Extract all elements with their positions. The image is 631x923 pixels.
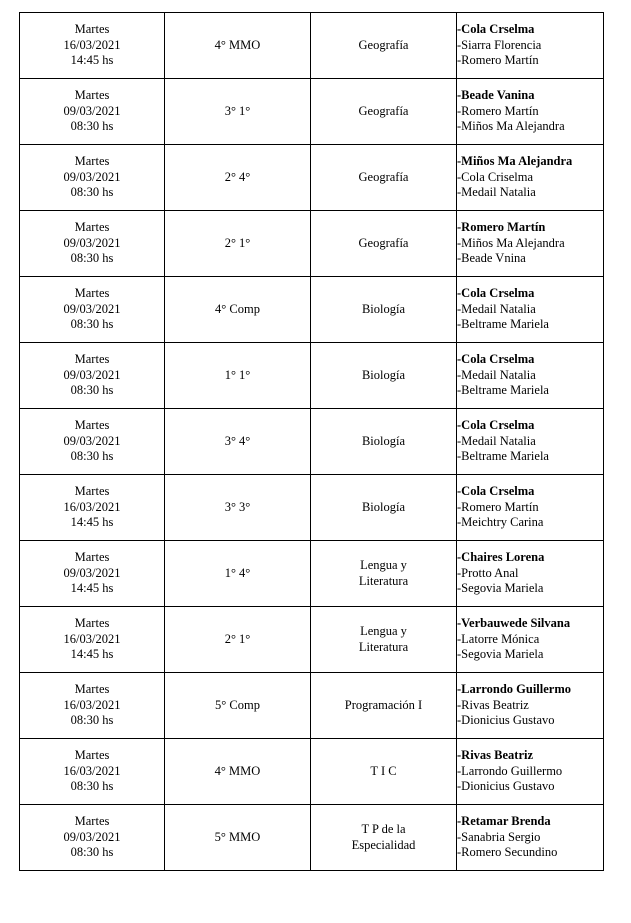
subject-label: Geografía [358, 169, 409, 184]
course-label: 2° 4° [224, 169, 251, 184]
exam-date: 09/03/2021 [63, 367, 121, 382]
subject-label: T P de la [361, 822, 406, 836]
exam-day: Martes [74, 418, 110, 433]
subject-cell [311, 541, 457, 607]
date-cell [20, 145, 165, 211]
examiners-cell [457, 79, 604, 145]
schedule-body [20, 13, 604, 871]
course-cell [165, 673, 311, 739]
date-cell [20, 475, 165, 541]
exam-time: 08:30 hs [70, 845, 114, 860]
course-label: 5° Comp [215, 697, 260, 712]
examiners-cell [457, 13, 604, 79]
examiner-member: -Miños Ma Alejandra [457, 235, 565, 250]
examiner-member: -Romero Martín [457, 499, 539, 514]
examiner-president: -Chaires Lorena [457, 550, 545, 565]
examiner-president: -Cola Crselma [457, 352, 535, 367]
date-cell [20, 211, 165, 277]
course-label: 5° MMO [214, 829, 261, 844]
examiner-member: -Protto Anal [457, 565, 519, 580]
table-row [20, 79, 604, 145]
examiner-member: -Larrondo Guillermo [457, 763, 563, 778]
examiner-member: -Sanabria Sergio [457, 829, 541, 844]
subject-label: Programación I [344, 697, 423, 712]
exam-schedule-table [19, 12, 604, 871]
subject-cell [311, 475, 457, 541]
examiner-president: -Miños Ma Alejandra [457, 154, 573, 169]
date-cell [20, 79, 165, 145]
exam-time: 08:30 hs [70, 119, 114, 134]
table-row [20, 145, 604, 211]
exam-time: 14:45 hs [70, 53, 114, 68]
examiner-member: -Miños Ma Alejandra [457, 119, 565, 134]
exam-day: Martes [74, 286, 110, 301]
examiners-cell [457, 739, 604, 805]
exam-time: 14:45 hs [70, 515, 114, 530]
examiners-cell [457, 475, 604, 541]
exam-date: 09/03/2021 [63, 301, 121, 316]
exam-date: 09/03/2021 [63, 235, 121, 250]
examiner-president: -Rivas Beatriz [457, 748, 534, 763]
exam-date: 09/03/2021 [63, 103, 121, 118]
examiner-member: -Beltrame Mariela [457, 449, 549, 464]
examiner-member: -Segovia Mariela [457, 581, 544, 596]
examiner-member: -Beltrame Mariela [457, 383, 549, 398]
examiner-member: -Rivas Beatriz [457, 697, 529, 712]
exam-day: Martes [74, 550, 110, 565]
subject-cell [311, 409, 457, 475]
examiner-member: -Romero Martín [457, 103, 539, 118]
subject-cell [311, 739, 457, 805]
subject-label: Literatura [358, 573, 409, 588]
date-cell [20, 541, 165, 607]
exam-date: 09/03/2021 [63, 169, 121, 184]
examiner-member: -Medail Natalia [457, 301, 536, 316]
examiner-president: -Cola Crselma [457, 22, 535, 37]
examiners-cell [457, 409, 604, 475]
examiners-cell [457, 607, 604, 673]
course-cell [165, 475, 311, 541]
table-row [20, 673, 604, 739]
examiner-president: -Verbauwede Silvana [457, 616, 571, 631]
examiners-cell [457, 211, 604, 277]
course-label: 4° MMO [214, 763, 261, 778]
examiner-president: -Cola Crselma [457, 484, 535, 499]
examiner-president: -Larrondo Guillermo [457, 682, 572, 697]
examiner-member: -Medail Natalia [457, 367, 536, 382]
course-cell [165, 739, 311, 805]
subject-label: Geografía [358, 235, 409, 250]
examiners-cell [457, 277, 604, 343]
exam-date: 16/03/2021 [63, 697, 121, 712]
course-label: 3° 3° [224, 499, 251, 514]
examiner-member: -Medail Natalia [457, 433, 536, 448]
subject-label: Biología [361, 433, 406, 448]
examiner-president: -Cola Crselma [457, 418, 535, 433]
table-row [20, 211, 604, 277]
table-row [20, 607, 604, 673]
subject-label: Especialidad [351, 837, 416, 852]
table-row [20, 739, 604, 805]
subject-cell [311, 607, 457, 673]
exam-time: 08:30 hs [70, 383, 114, 398]
exam-date: 16/03/2021 [63, 631, 121, 646]
examiners-cell [457, 805, 604, 871]
examiner-member: -Cola Criselma [457, 169, 534, 184]
examiner-member: -Dionicius Gustavo [457, 779, 555, 794]
course-cell [165, 13, 311, 79]
examiner-member: -Medail Natalia [457, 185, 536, 200]
exam-day: Martes [74, 352, 110, 367]
exam-day: Martes [74, 814, 110, 829]
exam-time: 08:30 hs [70, 713, 114, 728]
examiner-member: -Romero Martín [457, 53, 539, 68]
exam-date: 09/03/2021 [63, 565, 121, 580]
subject-label: Biología [361, 499, 406, 514]
table-row [20, 541, 604, 607]
exam-date: 09/03/2021 [63, 829, 121, 844]
exam-day: Martes [74, 154, 110, 169]
subject-cell [311, 145, 457, 211]
date-cell [20, 409, 165, 475]
subject-label: Biología [361, 301, 406, 316]
exam-day: Martes [74, 484, 110, 499]
exam-time: 08:30 hs [70, 317, 114, 332]
course-cell [165, 145, 311, 211]
examiner-president: -Retamar Brenda [457, 814, 551, 829]
course-label: 4° Comp [215, 301, 260, 316]
course-cell [165, 343, 311, 409]
table-row [20, 13, 604, 79]
exam-day: Martes [74, 748, 110, 763]
course-cell [165, 277, 311, 343]
subject-cell [311, 805, 457, 871]
exam-day: Martes [74, 88, 110, 103]
exam-day: Martes [74, 616, 110, 631]
date-cell [20, 277, 165, 343]
examiner-president: -Beade Vanina [457, 88, 535, 103]
examiner-president: -Cola Crselma [457, 286, 535, 301]
course-cell [165, 211, 311, 277]
subject-label: Geografía [358, 37, 409, 52]
examiners-cell [457, 145, 604, 211]
exam-date: 16/03/2021 [63, 763, 121, 778]
subject-label: Literatura [358, 639, 409, 654]
course-label: 3° 4° [224, 433, 251, 448]
course-cell [165, 607, 311, 673]
exam-time: 08:30 hs [70, 449, 114, 464]
examiner-president: -Romero Martín [457, 220, 546, 235]
date-cell [20, 805, 165, 871]
subject-cell [311, 343, 457, 409]
exam-time: 08:30 hs [70, 185, 114, 200]
examiners-cell [457, 343, 604, 409]
date-cell [20, 673, 165, 739]
course-cell [165, 805, 311, 871]
examiner-member: -Romero Secundino [457, 845, 558, 860]
exam-date: 16/03/2021 [63, 499, 121, 514]
examiners-cell [457, 673, 604, 739]
examiner-member: -Meichtry Carina [457, 515, 544, 530]
date-cell [20, 13, 165, 79]
table-row [20, 475, 604, 541]
date-cell [20, 343, 165, 409]
exam-date: 16/03/2021 [63, 37, 121, 52]
examiner-member: -Beltrame Mariela [457, 317, 549, 332]
course-label: 2° 1° [224, 235, 251, 250]
subject-cell [311, 277, 457, 343]
subject-label: Biología [361, 367, 406, 382]
course-label: 4° MMO [214, 37, 261, 52]
course-cell [165, 541, 311, 607]
course-cell [165, 409, 311, 475]
exam-time: 14:45 hs [70, 647, 114, 662]
subject-cell [311, 673, 457, 739]
date-cell [20, 739, 165, 805]
exam-day: Martes [74, 22, 110, 37]
subject-cell [311, 211, 457, 277]
examiner-member: -Dionicius Gustavo [457, 713, 555, 728]
table-row [20, 805, 604, 871]
table-row [20, 409, 604, 475]
course-cell [165, 79, 311, 145]
exam-day: Martes [74, 220, 110, 235]
exam-time: 08:30 hs [70, 251, 114, 266]
examiner-member: -Segovia Mariela [457, 647, 544, 662]
subject-label: Lengua y [360, 624, 407, 638]
subject-cell [311, 13, 457, 79]
examiner-member: -Beade Vnina [457, 251, 526, 266]
exam-day: Martes [74, 682, 110, 697]
table-row [20, 343, 604, 409]
exam-time: 08:30 hs [70, 779, 114, 794]
date-cell [20, 607, 165, 673]
table-row [20, 277, 604, 343]
course-label: 2° 1° [224, 631, 251, 646]
subject-label: Lengua y [360, 558, 407, 572]
examiners-cell [457, 541, 604, 607]
subject-label: Geografía [358, 103, 409, 118]
examiner-member: -Latorre Mónica [457, 631, 540, 646]
exam-date: 09/03/2021 [63, 433, 121, 448]
examiner-member: -Siarra Florencia [457, 37, 542, 52]
course-label: 1° 4° [224, 565, 251, 580]
subject-label: T I C [370, 763, 397, 778]
exam-time: 14:45 hs [70, 581, 114, 596]
course-label: 1° 1° [224, 367, 251, 382]
course-label: 3° 1° [224, 103, 251, 118]
subject-cell [311, 79, 457, 145]
